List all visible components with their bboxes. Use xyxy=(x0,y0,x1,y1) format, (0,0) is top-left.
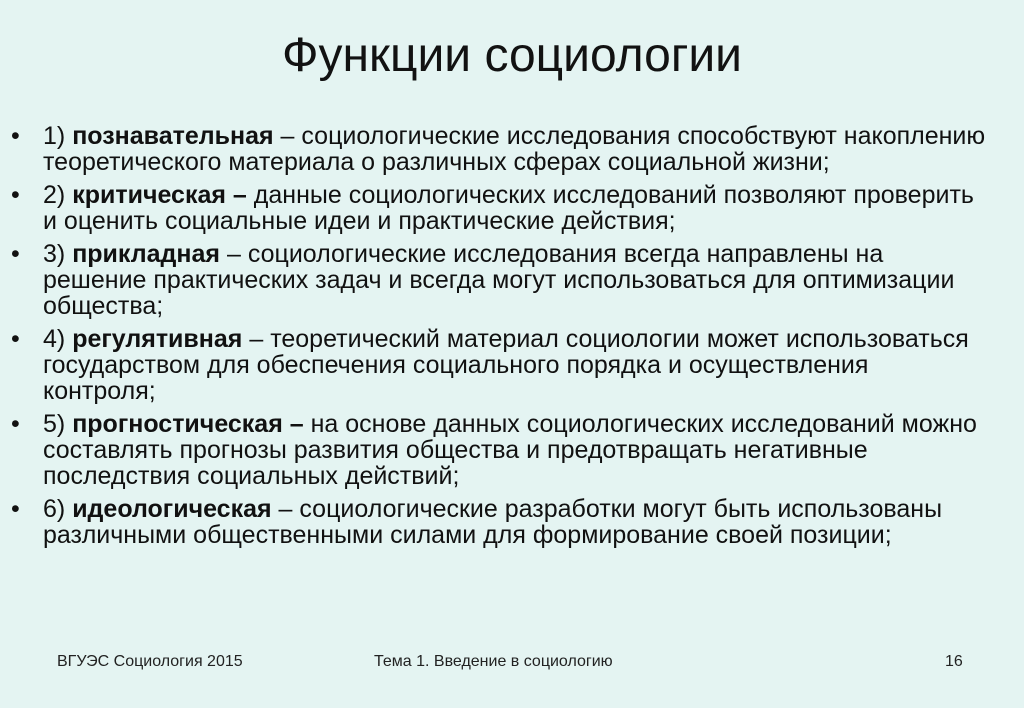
slide-page-number: 16 xyxy=(945,653,963,670)
item-number: 4) xyxy=(43,325,66,353)
list-item-text xyxy=(43,182,988,234)
bullet-icon: • xyxy=(11,240,20,268)
bullet-icon: • xyxy=(11,495,20,523)
function-description: данные социологических исследований позволяют проверить и оценить социальные идеи и практические действия; xyxy=(43,181,974,235)
function-item-critical xyxy=(0,182,988,234)
function-term: прогностическая xyxy=(72,410,283,438)
bullet-icon: • xyxy=(11,410,20,438)
dash: – xyxy=(232,181,247,209)
list-item-text xyxy=(43,411,988,489)
item-number: 5) xyxy=(43,410,66,438)
list-item-text xyxy=(43,326,988,404)
footer-course-label: ВГУЭС Социология 2015 xyxy=(57,653,243,670)
function-item-ideological xyxy=(0,496,988,548)
function-term: познавательная xyxy=(72,122,274,150)
item-number: 2) xyxy=(43,181,66,209)
function-term: прикладная xyxy=(72,240,220,268)
function-description: социологические разработки могут быть использованы различными общественными силами для формирование своей позиции; xyxy=(43,495,943,549)
dash: – xyxy=(280,122,295,150)
dash: – xyxy=(278,495,293,523)
function-list xyxy=(0,123,1024,555)
list-item-text xyxy=(43,123,988,175)
dash: – xyxy=(289,410,304,438)
item-number: 3) xyxy=(43,240,66,268)
footer-topic-label: Тема 1. Введение в социологию xyxy=(374,653,613,670)
function-term: регулятивная xyxy=(72,325,243,353)
item-number: 1) xyxy=(43,122,66,150)
function-description: социологические исследования всегда направлены на решение практических задач и всегда могут использоваться для оптимизации общества; xyxy=(43,240,955,320)
function-description: на основе данных социологических исследований можно составлять прогнозы развития общества и предотвращать негативные последствия социальных действий; xyxy=(43,410,977,490)
bullet-icon: • xyxy=(11,325,20,353)
item-number: 6) xyxy=(43,495,66,523)
function-item-regulatory xyxy=(0,326,988,404)
function-description: социологические исследования способствуют накоплению теоретического материала о различных сферах социальной жизни; xyxy=(43,122,986,176)
function-item-applied xyxy=(0,241,988,319)
function-term: идеологическая xyxy=(72,495,272,523)
function-item-cognitive xyxy=(0,123,988,175)
dash: – xyxy=(249,325,264,353)
list-item-text xyxy=(43,241,988,319)
list-item-text xyxy=(43,496,988,548)
bullet-icon: • xyxy=(11,122,20,150)
slide-title: Функции социологии xyxy=(281,29,742,82)
dash: – xyxy=(226,240,241,268)
function-description: теоретический материал социологии может использоваться государством для обеспечения социального порядка и осуществления контроля; xyxy=(43,325,969,405)
bullet-icon: • xyxy=(11,181,20,209)
function-term: критическая xyxy=(72,181,226,209)
function-item-prognostic xyxy=(0,411,988,489)
